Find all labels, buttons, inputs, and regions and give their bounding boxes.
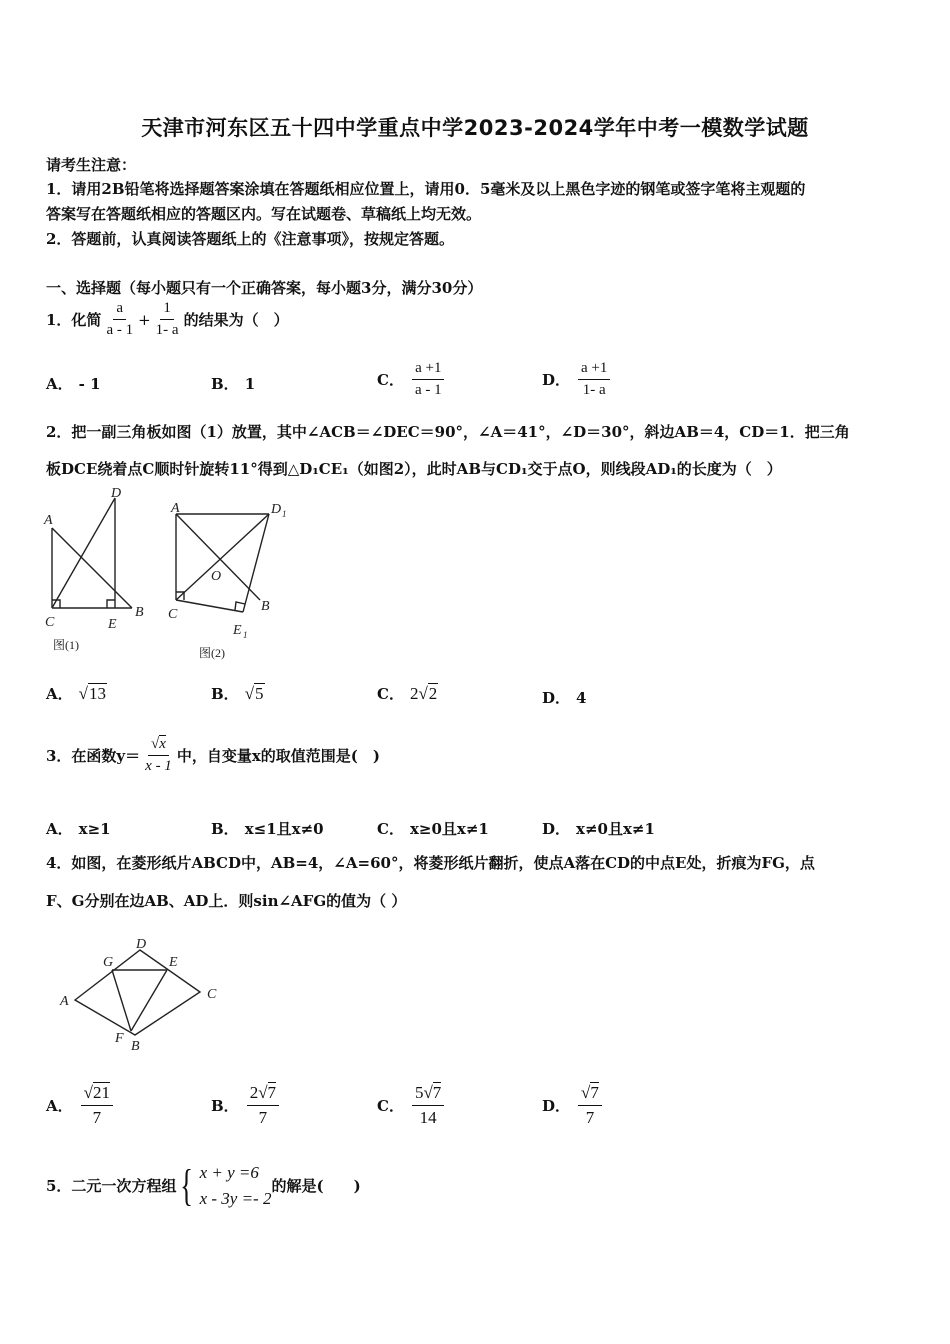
fig1-label-c: C (45, 615, 55, 630)
fig4-label-e: E (169, 955, 178, 970)
fig2-label-e1-sub: 1 (243, 630, 248, 640)
option-fraction (412, 360, 445, 400)
sqrt-coefficient: 5 (414, 1083, 424, 1102)
q4-line-1: 4．如图，在菱形纸片ABCD中，AB=4，∠A=60°，将菱形纸片翻折，使点A落在CD的中点E处，折痕为FG，点 (46, 854, 815, 872)
sqrt-coefficient: 2 (409, 683, 419, 703)
fig2-label-c: C (168, 607, 178, 622)
fig4-label-f: F (115, 1031, 124, 1046)
q1-option-d[interactable] (542, 360, 612, 400)
fraction-denominator: 14 (419, 1107, 437, 1127)
q3-numerator: √x (148, 736, 169, 756)
notice-heading: 请考生注意： (46, 156, 137, 174)
q1-fraction-1 (103, 300, 136, 340)
fig1-label-d: D (111, 486, 122, 501)
sqrt-radicand: 2 (428, 683, 438, 703)
option-label: D． (542, 371, 571, 390)
fraction-denominator: 7 (92, 1107, 102, 1127)
option-value: 4 (576, 688, 587, 707)
option-sqrt: √5 (244, 683, 264, 703)
question-3 (46, 736, 380, 776)
q3-suffix: 中，自变量x的取值范围是( ) (176, 747, 380, 766)
q1-prefix: 1．化简 (46, 311, 102, 330)
q4-rhombus-figure (55, 930, 230, 1055)
option-value: x≥1 (78, 819, 111, 838)
option-label: C． (377, 1096, 404, 1115)
q1-f2-numerator: 1 (160, 300, 174, 320)
option-sqrt: 2√2 (409, 683, 438, 703)
q5-equation-system (176, 1160, 271, 1211)
q3-option-c[interactable] (377, 818, 489, 839)
fig2-label-e1: E (233, 623, 242, 638)
q1-fraction-2 (153, 300, 182, 340)
fraction-denominator: 7 (258, 1107, 268, 1127)
q5-suffix: 的解是( ) (271, 1177, 361, 1195)
fig1-caption: 图(1) (53, 638, 79, 652)
sqrt-radicand: 21 (92, 1083, 110, 1102)
fig2-label-a: A (171, 501, 180, 516)
fig2-label-b: B (261, 599, 270, 614)
fraction-numerator: a +1 (578, 360, 610, 380)
q3-option-a[interactable] (46, 818, 111, 839)
option-value: x≥0且x≠1 (409, 820, 489, 838)
q1-f2-denominator: 1- a (155, 322, 179, 339)
option-value: x≤1且x≠0 (244, 820, 324, 838)
q2-line-1: 2．把一副三角板如图（1）放置，其中∠ACB＝∠DEC＝90°，∠A＝41°，∠D＝30°，斜边AB＝4，CD＝1．把三角 (46, 423, 850, 441)
q4-option-c[interactable] (377, 1083, 446, 1127)
q5-equation-1: x + y =6 (199, 1163, 259, 1182)
q3-denominator: x - 1 (145, 758, 172, 775)
page-title: 天津市河东区五十四中学重点中学2023-2024学年中考一模数学试题 (141, 116, 809, 140)
fig4-label-c: C (207, 987, 217, 1002)
option-label: B． (211, 820, 239, 838)
fig4-label-g: G (103, 955, 114, 970)
fraction-numerator: √21 (81, 1083, 113, 1106)
option-fraction (578, 1083, 602, 1127)
fraction-denominator: 1- a (582, 382, 606, 399)
option-label: A． (46, 375, 73, 393)
option-label: D． (542, 1096, 571, 1115)
q3-radicand: x (159, 736, 166, 752)
q5-prefix: 5．二元一次方程组 (46, 1177, 177, 1195)
option-label: A． (46, 685, 73, 703)
fig4-label-a: A (60, 994, 69, 1009)
option-label: B． (211, 375, 239, 393)
fraction-denominator: a - 1 (414, 382, 442, 399)
fig4-label-d: D (136, 937, 147, 952)
q2-option-d[interactable] (542, 687, 586, 708)
notice-line-2: 2．答题前，认真阅读答题纸上的《注意事项》，按规定答题。 (46, 230, 454, 248)
q2-figure-1 (40, 484, 155, 659)
q3-option-d[interactable] (542, 818, 655, 839)
option-label: A． (46, 1096, 73, 1115)
q2-figure-2 (163, 494, 291, 664)
q1-plus: + (138, 310, 151, 329)
q4-option-d[interactable] (542, 1083, 604, 1127)
q2-line-2: 板DCE绕着点C顺时针旋转11°得到△D₁CE₁（如图2），此时AB与CD₁交于点O，则线段AD₁的长度为（ ） (46, 460, 782, 478)
question-1 (46, 300, 289, 340)
option-fraction (81, 1083, 113, 1127)
option-label: B． (211, 1096, 239, 1115)
q3-fraction (142, 736, 175, 776)
fig2-label-o: O (211, 569, 222, 584)
fig1-label-e: E (108, 617, 117, 632)
option-label: C． (377, 371, 404, 390)
q3-prefix: 3．在函数y＝ (46, 747, 141, 766)
section-heading: 一、选择题（每小题只有一个正确答案，每小题3分，满分30分） (46, 279, 483, 297)
option-label: D． (542, 689, 571, 707)
brace-icon: { (180, 1160, 194, 1210)
q2-option-a[interactable] (46, 683, 107, 704)
notice-line-1a: 1．请用2B铅笔将选择题答案涂填在答题纸相应位置上，请用0．5毫米及以上黑色字迹的钢笔或签字笔将主观题的 (46, 180, 806, 198)
option-label: C． (377, 820, 404, 838)
q2-option-b[interactable] (211, 683, 265, 704)
option-label: B． (211, 685, 239, 703)
notice-line-1b: 答案写在答题纸相应的答题区内。写在试题卷、草稿纸上均无效。 (46, 205, 482, 223)
q1-f1-numerator: a (113, 300, 126, 320)
option-label: A． (46, 820, 73, 838)
fig2-label-d1: D (271, 502, 282, 517)
sqrt-coefficient: 2 (249, 1083, 259, 1102)
option-value: - 1 (78, 374, 101, 393)
option-label: C． (377, 685, 404, 703)
sqrt-radicand: 5 (255, 683, 264, 703)
q1-option-a[interactable] (46, 373, 101, 394)
fraction-numerator: 5√7 (412, 1083, 444, 1106)
option-sqrt: √13 (78, 683, 106, 703)
option-value: 1 (244, 374, 256, 393)
fraction-numerator: 2√7 (247, 1083, 279, 1106)
q2-option-c[interactable] (377, 683, 438, 704)
option-fraction (578, 360, 610, 400)
fig2-label-d1-sub: 1 (282, 509, 287, 519)
option-fraction (247, 1083, 279, 1127)
option-value: x≠0且x≠1 (576, 820, 655, 838)
sqrt-radicand: 7 (267, 1083, 277, 1102)
sqrt-radicand: 13 (88, 683, 106, 703)
q4-option-a[interactable] (46, 1083, 115, 1127)
q4-option-b[interactable] (211, 1083, 281, 1127)
fraction-numerator: a +1 (412, 360, 444, 380)
fig4-label-b: B (131, 1039, 140, 1054)
q1-f1-denominator: a - 1 (106, 322, 134, 339)
sqrt-radicand: 7 (432, 1083, 442, 1102)
fig1-label-b: B (135, 605, 144, 620)
fraction-denominator: 7 (585, 1107, 595, 1127)
fraction-numerator: √7 (578, 1083, 602, 1106)
q1-suffix: 的结果为（ ） (183, 311, 289, 330)
q3-option-b[interactable] (211, 818, 324, 839)
fig1-label-a: A (44, 513, 53, 528)
q1-option-c[interactable] (377, 360, 447, 400)
option-label: D． (542, 820, 571, 838)
q1-option-b[interactable] (211, 373, 255, 394)
q5-equation-2: x - 3y =- 2 (199, 1188, 272, 1208)
question-5 (46, 1160, 361, 1211)
q4-line-2: F、G分别在边AB、AD上．则sin∠AFG的值为（ ） (46, 892, 407, 910)
sqrt-radicand: 7 (590, 1083, 599, 1102)
option-fraction (412, 1083, 444, 1127)
fig2-caption: 图(2) (199, 646, 225, 660)
